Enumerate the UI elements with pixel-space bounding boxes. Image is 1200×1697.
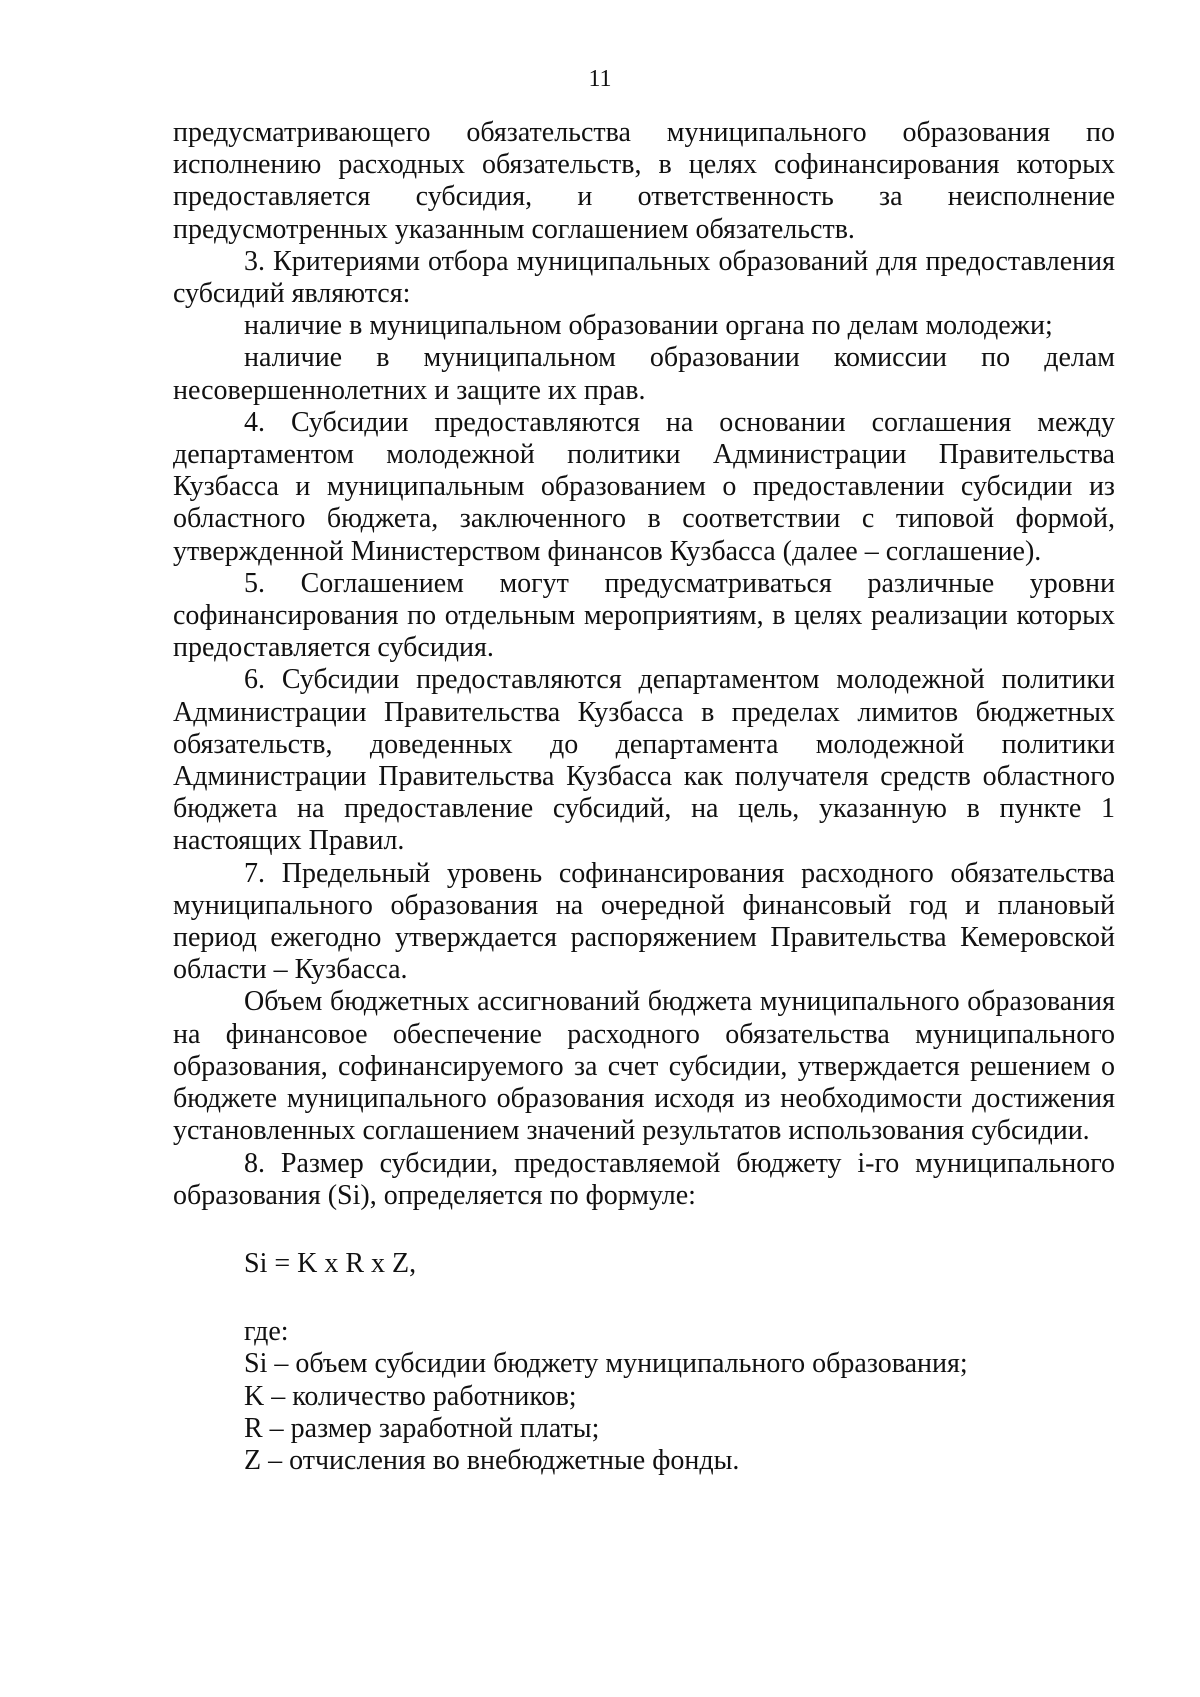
definition-r: R – размер заработной платы; <box>244 1412 600 1444</box>
subsidy-formula: Si = K x R x Z, <box>244 1247 417 1279</box>
criterion-youth-body: наличие в муниципальном образовании органа по делам молодежи; <box>244 310 1053 342</box>
paragraph-8-subsidy-size: 8. Размер субсидии, предоставляемой бюджету i-го муниципального образования (Si), определяется по формуле: <box>173 1147 1115 1211</box>
document-body <box>173 117 1115 1477</box>
paragraph-5-cofinancing-levels: 5. Соглашением могут предусматриваться различные уровни софинансирования по отдельным мероприятиям, в целях реализации которых предоставляется субсидия. <box>173 567 1115 664</box>
paragraph-4-agreement: 4. Субсидии предоставляются на основании соглашения между департаментом молодежной политики Администрации Правительства Кузбасса и муниципальным образованием о предоставлении субсидии из областного бюджета, заключенного в соответствии с типовой формой, утвержденной Министерством финансов Кузбасса (далее – соглашение). <box>173 406 1115 567</box>
paragraph-6-provision: 6. Субсидии предоставляются департаментом молодежной политики Администрации Правительства Кузбасса в пределах лимитов бюджетных обязательств, доведенных до департамента молодежной политики Администрации Правительства Кузбасса как получателя средств областного бюджета на предоставление субсидий, на цель, указанную в пункте 1 настоящих Правил. <box>173 664 1115 857</box>
paragraph-continuation: предусматривающего обязательства муниципального образования по исполнению расходных обязательств, в целях софинансирования которых предоставляется субсидия, и ответственность за неисполнение предусмотренных указанным соглашением обязательств. <box>173 117 1115 245</box>
definition-z: Z – отчисления во внебюджетные фонды. <box>244 1444 740 1476</box>
page-number: 11 <box>588 66 612 92</box>
definition-si: Si – объем субсидии бюджету муниципального образования; <box>244 1348 968 1380</box>
where-label: где: <box>244 1316 289 1348</box>
paragraph-3-criteria: 3. Критериями отбора муниципальных образований для предоставления субсидий являются: <box>173 245 1115 310</box>
definition-k: K – количество работников; <box>244 1380 577 1412</box>
criterion-minors-commission: наличие в муниципальном образовании комиссии по делам несовершеннолетних и защите их прав. <box>173 342 1115 406</box>
paragraph-budget-allocations: Объем бюджетных ассигнований бюджета муниципального образования на финансовое обеспечение расходного обязательства муниципального образования, софинансируемого за счет субсидии, утверждается решением о бюджете муниципального образования исходя из необходимости достижения установленных соглашением значений результатов использования субсидии. <box>173 986 1115 1147</box>
paragraph-7-limit: 7. Предельный уровень софинансирования расходного обязательства муниципального образования на очередной финансовый год и плановый период ежегодно утверждается распоряжением Правительства Кемеровской области – Кузбасса. <box>173 857 1115 986</box>
